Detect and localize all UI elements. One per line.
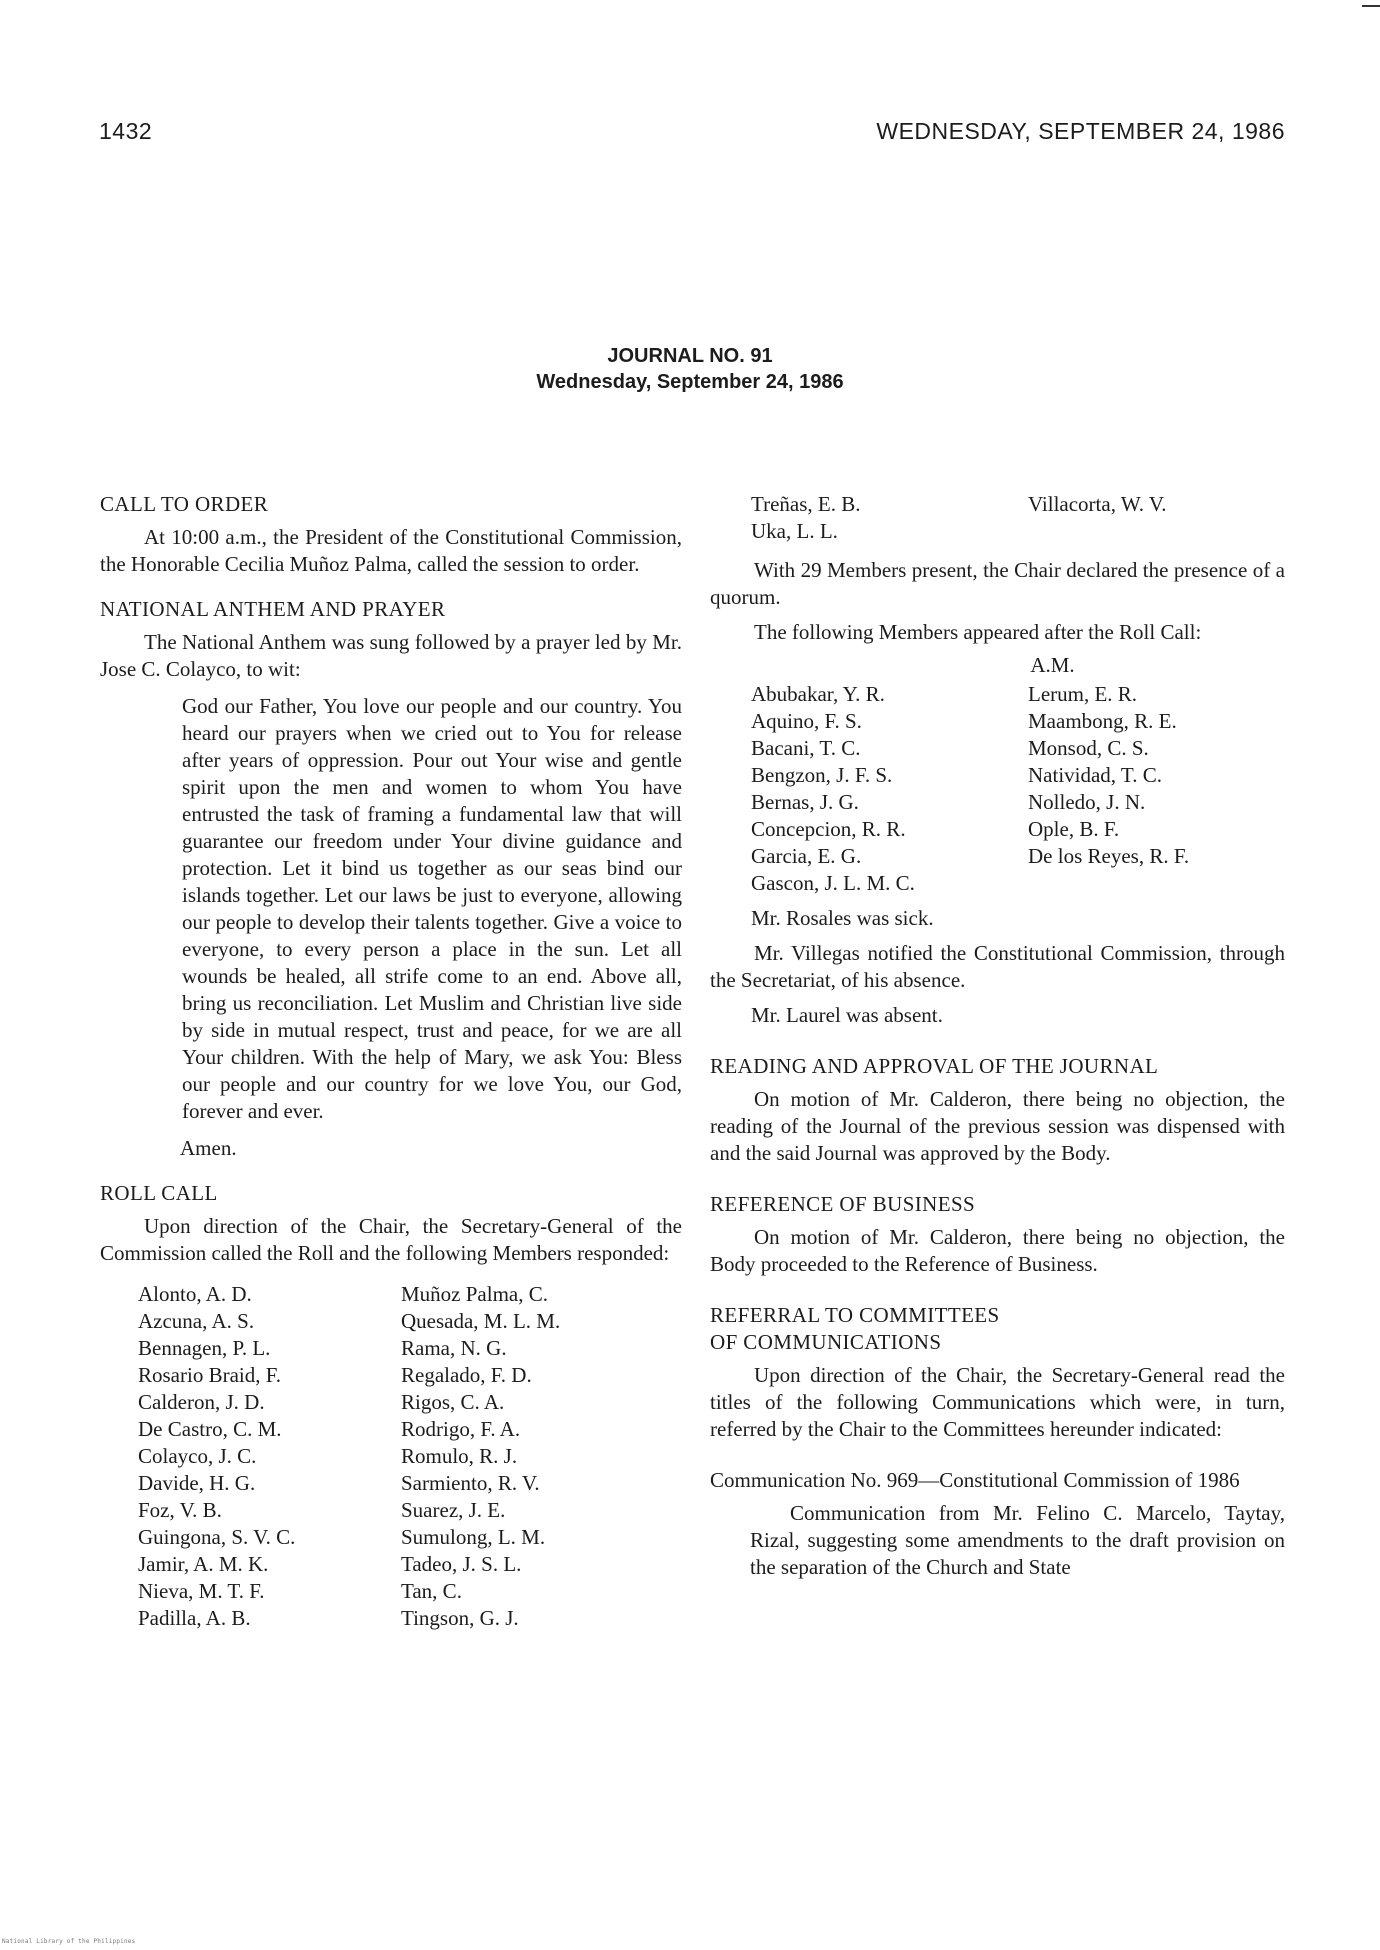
member-name: Colayco, J. C. xyxy=(138,1444,257,1468)
member-name: Abubakar, Y. R. xyxy=(751,682,885,706)
sick-note: Mr. Rosales was sick. xyxy=(751,906,934,930)
member-name: Suarez, J. E. xyxy=(401,1498,506,1522)
roll-call-continued-right xyxy=(1028,491,1285,545)
communication-title: Communication No. 969—Constitutional Commission of 1986 xyxy=(710,1468,1240,1492)
scan-edge-line xyxy=(1362,5,1380,7)
member-name: Monsod, C. S. xyxy=(1028,736,1149,760)
reading-heading: READING AND APPROVAL OF THE JOURNAL xyxy=(710,1054,1159,1078)
member-name: Gascon, J. L. M. C. xyxy=(751,871,915,895)
reference-text: On motion of Mr. Calderon, there being no objection, the Body proceeded to the Reference of Business. xyxy=(710,1225,1285,1276)
absent-note: Mr. Laurel was absent. xyxy=(751,1003,943,1027)
member-name: Romulo, R. J. xyxy=(401,1444,518,1468)
anthem-text: The National Anthem was sung followed by a prayer led by Mr. Jose C. Colayco, to wit: xyxy=(100,630,682,681)
roll-call-heading: ROLL CALL xyxy=(100,1181,218,1205)
call-to-order-heading: CALL TO ORDER xyxy=(100,492,269,516)
member-name: Regalado, F. D. xyxy=(401,1363,532,1387)
quorum-text: With 29 Members present, the Chair declared the presence of a quorum. xyxy=(710,558,1285,609)
am-label: A.M. xyxy=(1030,653,1075,677)
referral-text: Upon direction of the Chair, the Secretary-General read the titles of the following Communications which were, in turn, referred by the Chair to the Committees hereunder indicated: xyxy=(710,1363,1285,1441)
member-name: Garcia, E. G. xyxy=(751,844,862,868)
notified-note: Mr. Villegas notified the Constitutional Commission, through the Secretariat, of his absence. xyxy=(710,941,1285,992)
member-name: Bernas, J. G. xyxy=(751,790,859,814)
roll-call-continued xyxy=(710,491,1285,545)
anthem-heading: NATIONAL ANTHEM AND PRAYER xyxy=(100,597,446,621)
member-name: Uka, L. L. xyxy=(751,519,838,543)
reference-heading: REFERENCE OF BUSINESS xyxy=(710,1192,976,1216)
member-name: Ople, B. F. xyxy=(1028,817,1120,841)
member-name: Tan, C. xyxy=(401,1579,462,1603)
member-name: Bengzon, J. F. S. xyxy=(751,763,893,787)
member-name: Treñas, E. B. xyxy=(751,492,861,516)
late-members-right xyxy=(1028,681,1285,897)
late-members-left xyxy=(751,681,1008,897)
member-name: Lerum, E. R. xyxy=(1028,682,1138,706)
member-name: Tadeo, J. S. L. xyxy=(401,1552,522,1576)
after-roll-call-text: The following Members appeared after the Roll Call: xyxy=(754,620,1202,644)
member-name: Quesada, M. L. M. xyxy=(401,1309,561,1333)
member-name: Foz, V. B. xyxy=(138,1498,222,1522)
member-name: Sumulong, L. M. xyxy=(401,1525,546,1549)
late-members xyxy=(710,681,1285,897)
right-column xyxy=(710,491,1285,1581)
member-name: Concepcion, R. R. xyxy=(751,817,906,841)
member-name: Padilla, A. B. xyxy=(138,1606,251,1630)
left-column xyxy=(100,491,682,1632)
member-name: Calderon, J. D. xyxy=(138,1390,265,1414)
member-name: Aquino, F. S. xyxy=(751,709,862,733)
member-name: Rosario Braid, F. xyxy=(138,1363,281,1387)
member-name: Tingson, G. J. xyxy=(401,1606,519,1630)
member-name: Bennagen, P. L. xyxy=(138,1336,271,1360)
journal-title: JOURNAL NO. 91 xyxy=(607,345,773,367)
journal-heading xyxy=(0,343,1380,395)
referral-heading-line1: REFERRAL TO COMMITTEES xyxy=(710,1303,1000,1327)
member-name: Nieva, M. T. F. xyxy=(138,1579,265,1603)
roll-call-text: Upon direction of the Chair, the Secretary-General of the Commission called the Roll and the following Members responded: xyxy=(100,1214,682,1265)
member-name: Davide, H. G. xyxy=(138,1471,256,1495)
prayer-text: God our Father, You love our people and our country. You heard our prayers when we cried out to You for release after years of oppression. Pour out Your wise and gentle spirit upon the men and women to whom You have entrusted the task of framing a fundamental law that will guarantee our freedom under Your divine guidance and protection. Let it bind us together as our seas bind our islands together. Let our laws be just to everyone, allowing our people to develop their talents together. Give a voice to everyone, to every person a place in the sun. Let all wounds be healed, all strife come to an end. Above all, bring us reconciliation. Let Muslim and Christian live side by side in mutual respect, trust and peace, for we are all Your children. With the help of Mary, we ask You: Bless our people and our country for we love You, our God, forever and ever. xyxy=(182,694,682,1123)
running-head-date: WEDNESDAY, SEPTEMBER 24, 1986 xyxy=(876,118,1285,144)
member-name: Jamir, A. M. K. xyxy=(138,1552,269,1576)
member-name: Alonto, A. D. xyxy=(138,1282,252,1306)
member-name: Natividad, T. C. xyxy=(1028,763,1162,787)
call-to-order-text: At 10:00 a.m., the President of the Constitutional Commission, the Honorable Cecilia Muñoz Palma, called the session to order. xyxy=(100,525,682,576)
member-name: Bacani, T. C. xyxy=(751,736,861,760)
referral-heading-line2: OF COMMUNICATIONS xyxy=(710,1330,942,1354)
reading-text: On motion of Mr. Calderon, there being no objection, the reading of the Journal of the previous session was dispensed with and the said Journal was approved by the Body. xyxy=(710,1087,1285,1165)
communication-body: Communication from Mr. Felino C. Marcelo, Taytay, Rizal, suggesting some amendments to the draft provision on the separation of the Church and State xyxy=(750,1501,1285,1579)
member-name: Sarmiento, R. V. xyxy=(401,1471,540,1495)
member-name: Rigos, C. A. xyxy=(401,1390,505,1414)
member-name: Maambong, R. E. xyxy=(1028,709,1177,733)
journal-date: Wednesday, September 24, 1986 xyxy=(536,371,844,393)
roll-call-continued-left xyxy=(751,491,1008,545)
member-name: Rodrigo, F. A. xyxy=(401,1417,521,1441)
roll-call-names-left xyxy=(100,1281,381,1632)
amen-text: Amen. xyxy=(180,1136,237,1160)
roll-call-names-right xyxy=(401,1281,682,1632)
member-name: Guingona, S. V. C. xyxy=(138,1525,296,1549)
member-name: Muñoz Palma, C. xyxy=(401,1282,548,1306)
member-name: De Castro, C. M. xyxy=(138,1417,282,1441)
member-name: De los Reyes, R. F. xyxy=(1028,844,1190,868)
member-name: Rama, N. G. xyxy=(401,1336,507,1360)
member-name: Villacorta, W. V. xyxy=(1028,492,1167,516)
archive-footer-mark: National Library of the Philippines xyxy=(2,1938,136,1945)
roll-call-names xyxy=(100,1281,682,1632)
member-name: Nolledo, J. N. xyxy=(1028,790,1146,814)
member-name: Azcuna, A. S. xyxy=(138,1309,255,1333)
page-number: 1432 xyxy=(99,118,153,144)
